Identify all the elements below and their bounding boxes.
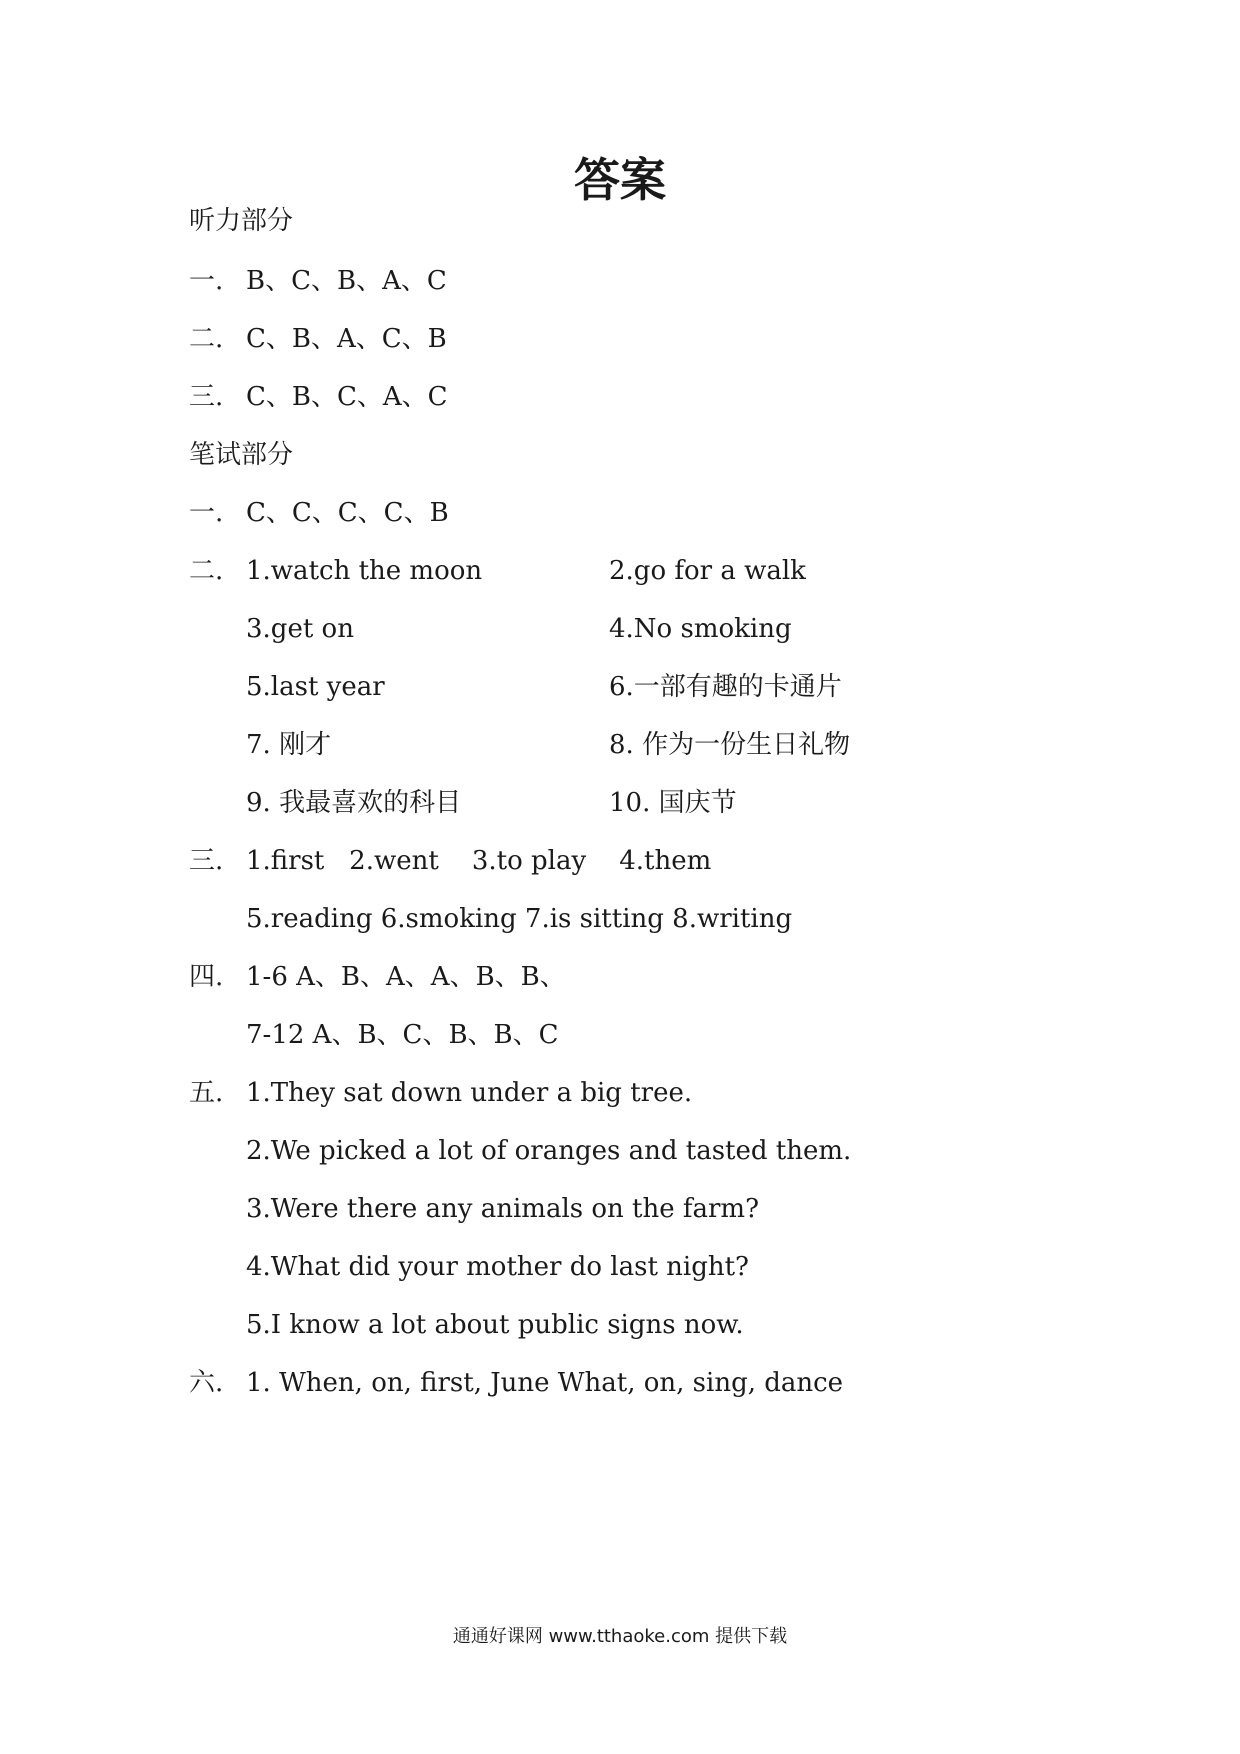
section-number: 一. [189, 266, 224, 296]
answer-sentence: 2.We picked a lot of oranges and tasted them. [246, 1136, 852, 1166]
answer-text: C、B、A、C、B [246, 324, 447, 354]
answer-text: 1.first 2.went 3.to play 4.them [246, 846, 712, 876]
answer-item: 8. 作为一份生日礼物 [609, 730, 851, 760]
answer-text: C、C、C、C、B [246, 498, 449, 528]
answer-sentence: 1.They sat down under a big tree. [246, 1078, 693, 1108]
answer-text: B、C、B、A、C [246, 266, 447, 296]
section-number: 三. [189, 846, 224, 876]
answer-text: 1. When, on, first, June What, on, sing, dance [246, 1368, 844, 1398]
answer-item: 10. 国庆节 [609, 788, 737, 818]
written-heading: 笔试部分 [189, 440, 294, 470]
answer-item: 2.go for a walk [609, 556, 806, 586]
footer-source: 通通好课网 www.tthaoke.com 提供下载 [452, 1626, 788, 1647]
answer-text: 5.reading 6.smoking 7.is sitting 8.writing [246, 904, 793, 934]
listening-heading: 听力部分 [189, 206, 294, 236]
answer-text: 1-6 A、B、A、A、B、B、 [246, 962, 566, 992]
answer-item: 4.No smoking [609, 614, 792, 644]
section-number: 五. [189, 1078, 224, 1108]
answer-item: 1.watch the moon [246, 556, 483, 586]
section-number: 二. [189, 556, 224, 586]
section-number: 六. [189, 1368, 224, 1398]
answer-item: 6.一部有趣的卡通片 [609, 672, 842, 702]
answer-item: 7. 刚才 [246, 730, 332, 760]
section-number: 一. [189, 498, 224, 528]
page-title: 答案 [574, 153, 666, 207]
answer-text: C、B、C、A、C [246, 382, 448, 412]
answer-sentence: 4.What did your mother do last night? [246, 1252, 749, 1282]
section-number: 三. [189, 382, 224, 412]
answer-item: 3.get on [246, 614, 354, 644]
answer-sentence: 3.Were there any animals on the farm? [246, 1194, 760, 1224]
section-number: 二. [189, 324, 224, 354]
answer-sentence: 5.I know a lot about public signs now. [246, 1310, 744, 1340]
answer-text: 7-12 A、B、C、B、B、C [246, 1020, 559, 1050]
answer-item: 9. 我最喜欢的科目 [246, 788, 462, 818]
answer-item: 5.last year [246, 672, 385, 702]
section-number: 四. [189, 962, 224, 992]
